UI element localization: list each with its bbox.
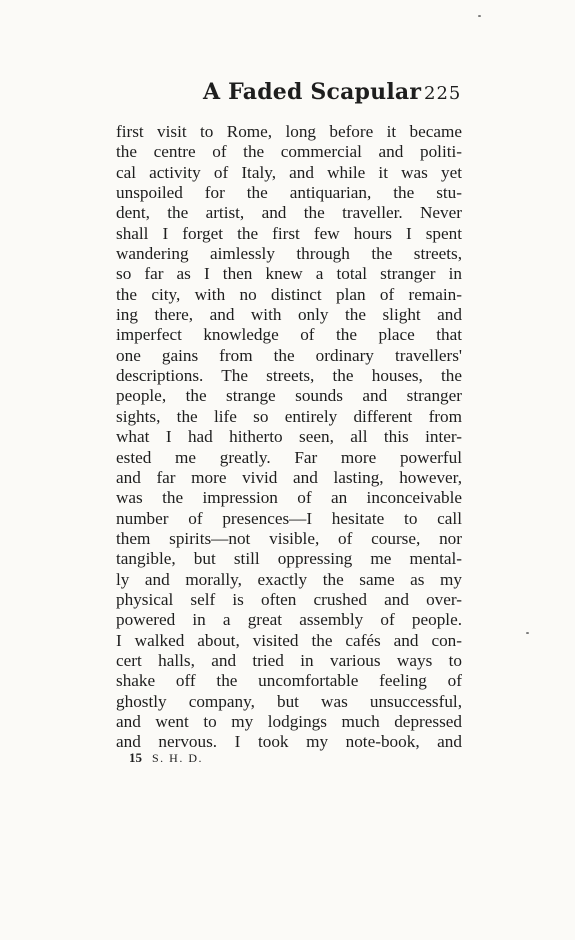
text-line: was the impression of an inconceivable (116, 488, 462, 508)
text-line: unspoiled for the antiquarian, the stu- (116, 183, 462, 203)
text-line: tangible, but still oppressing me mental- (116, 549, 462, 569)
text-line: first visit to Rome, long before it became (116, 122, 462, 141)
running-head-title: A Faded Scapular (203, 79, 422, 105)
text-line: and went to my lodgings much depressed (116, 711, 462, 731)
text-line: them spirits—not visible, of course, nor (116, 528, 462, 548)
signature-mark: S. H. D. (152, 751, 204, 765)
text-line: dent, the artist, and the traveller. Never (116, 203, 462, 223)
text-line: ing there, and with only the slight and (116, 305, 462, 325)
text-line: shall I forget the first few hours I spent (116, 223, 462, 243)
paper-speck (526, 632, 529, 634)
text-line: ly and morally, exactly the same as my (116, 569, 462, 589)
text-line: cert halls, and tried in various ways to (116, 650, 462, 670)
signature-number: 15 (129, 750, 142, 765)
page-number: 225 (424, 83, 462, 104)
text-line: I walked about, visited the cafés and con- (116, 630, 462, 650)
printer-signature (129, 749, 203, 767)
text-line: one gains from the ordinary travellers' (116, 345, 462, 365)
text-line: so far as I then knew a total stranger in (116, 264, 462, 284)
text-line: the centre of the commercial and politi- (116, 142, 462, 162)
text-line: and nervous. I took my note-book, and (116, 732, 462, 752)
text-line: physical self is often crushed and over- (116, 589, 462, 609)
body-paragraph (116, 122, 462, 753)
text-line: sights, the life so entirely different from (116, 406, 462, 426)
text-line: imperfect knowledge of the place that (116, 325, 462, 345)
text-line: wandering aimlessly through the streets, (116, 244, 462, 264)
text-line: cal activity of Italy, and while it was yet (116, 162, 462, 182)
text-line: the city, with no distinct plan of remain- (116, 284, 462, 304)
paper-speck (478, 15, 481, 17)
text-line: descriptions. The streets, the houses, the (116, 366, 462, 386)
text-line: shake off the uncomfortable feeling of (116, 671, 462, 691)
text-line: ghostly company, but was unsuccessful, (116, 691, 462, 711)
text-line: and far more vivid and lasting, however, (116, 467, 462, 487)
text-line: what I had hitherto seen, all this inter- (116, 427, 462, 447)
text-line: number of presences—I hesitate to call (116, 508, 462, 528)
text-line: ested me greatly. Far more powerful (116, 447, 462, 467)
text-line: people, the strange sounds and stranger (116, 386, 462, 406)
text-line: powered in a great assembly of people. (116, 610, 462, 630)
